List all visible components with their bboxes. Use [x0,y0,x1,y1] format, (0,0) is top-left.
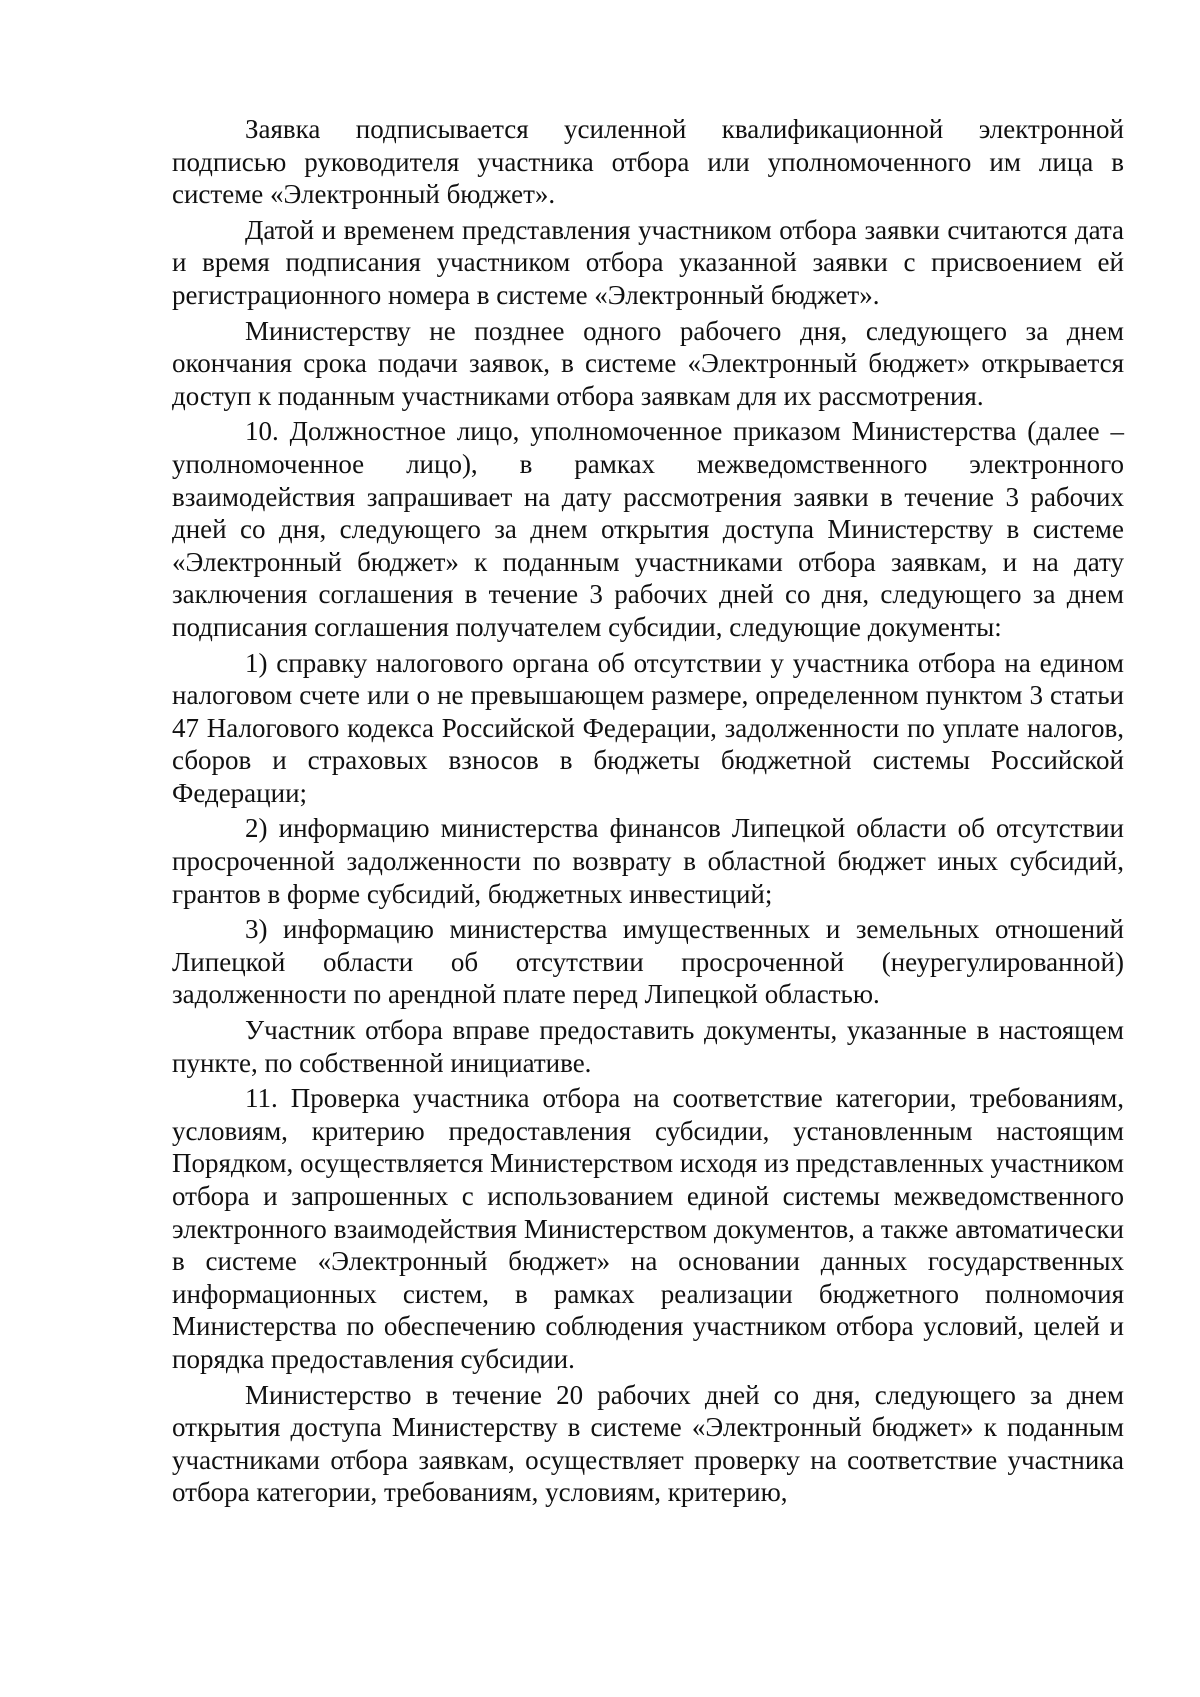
paragraph-own-initiative: Участник отбора вправе предоставить документы, указанные в настоящем пункте, по собственной инициативе. [172,1015,1124,1078]
paragraph-signature: Заявка подписывается усиленной квалификационной электронной подписью руководителя участника отбора или уполномоченного им лица в системе «Электронный бюджет». [172,114,1124,210]
document-page [172,113,1124,1512]
paragraph-submission-date: Датой и временем представления участником отбора заявки считаются дата и время подписания участником отбора указанной заявки с присвоением ей регистрационного номера в системе «Электронный бюджет». [172,214,1124,310]
paragraph-item-10: 10. Должностное лицо, уполномоченное приказом Министерства (далее – уполномоченное лицо), в рамках межведомственного электронного взаимодействия запрашивает на дату рассмотрения заявки в течение 3 рабочих дней со дня, следующего за днем открытия доступа Министерству в системе «Электронный бюджет» к поданным участниками отбора заявкам, и на дату заключения соглашения в течение 3 рабочих дней со дня, следующего за днем подписания соглашения получателем субсидии, следующие документы: [172,416,1124,642]
paragraph-access-opening: Министерству не позднее одного рабочего дня, следующего за днем окончания срока подачи заявок, в системе «Электронный бюджет» открывается доступ к поданным участниками отбора заявкам для их рассмотрения. [172,315,1124,411]
paragraph-subitem-3: 3) информацию министерства имущественных и земельных отношений Липецкой области об отсутствии просроченной (неурегулированной) задолженности по арендной плате перед Липецкой областью. [172,914,1124,1010]
paragraph-review-period: Министерство в течение 20 рабочих дней со дня, следующего за днем открытия доступа Министерству в системе «Электронный бюджет» к поданным участниками отбора заявкам, осуществляет проверку на соответствие участника отбора категории, требованиям, условиям, критерию, [172,1379,1124,1508]
paragraph-subitem-2: 2) информацию министерства финансов Липецкой области об отсутствии просроченной задолженности по возврату в областной бюджет иных субсидий, грантов в форме субсидий, бюджетных инвестиций; [172,813,1124,909]
paragraph-item-11: 11. Проверка участника отбора на соответствие категории, требованиям, условиям, критерию предоставления субсидии, установленным настоящим Порядком, осуществляется Министерством исходя из представленных участником отбора и запрошенных с использованием единой системы межведомственного электронного взаимодействия Министерством документов, а также автоматически в системе «Электронный бюджет» на основании данных государственных информационных систем, в рамках реализации бюджетного полномочия Министерства по обеспечению соблюдения участником отбора условий, целей и порядка предоставления субсидии. [172,1083,1125,1374]
paragraph-subitem-1: 1) справку налогового органа об отсутствии у участника отбора на едином налоговом счете или о не превышающем размере, определенном пунктом 3 статьи 47 Налогового кодекса Российской Федерации, задолженности по уплате налогов, сборов и страховых взносов в бюджеты бюджетной системы Российской Федерации; [172,647,1124,808]
